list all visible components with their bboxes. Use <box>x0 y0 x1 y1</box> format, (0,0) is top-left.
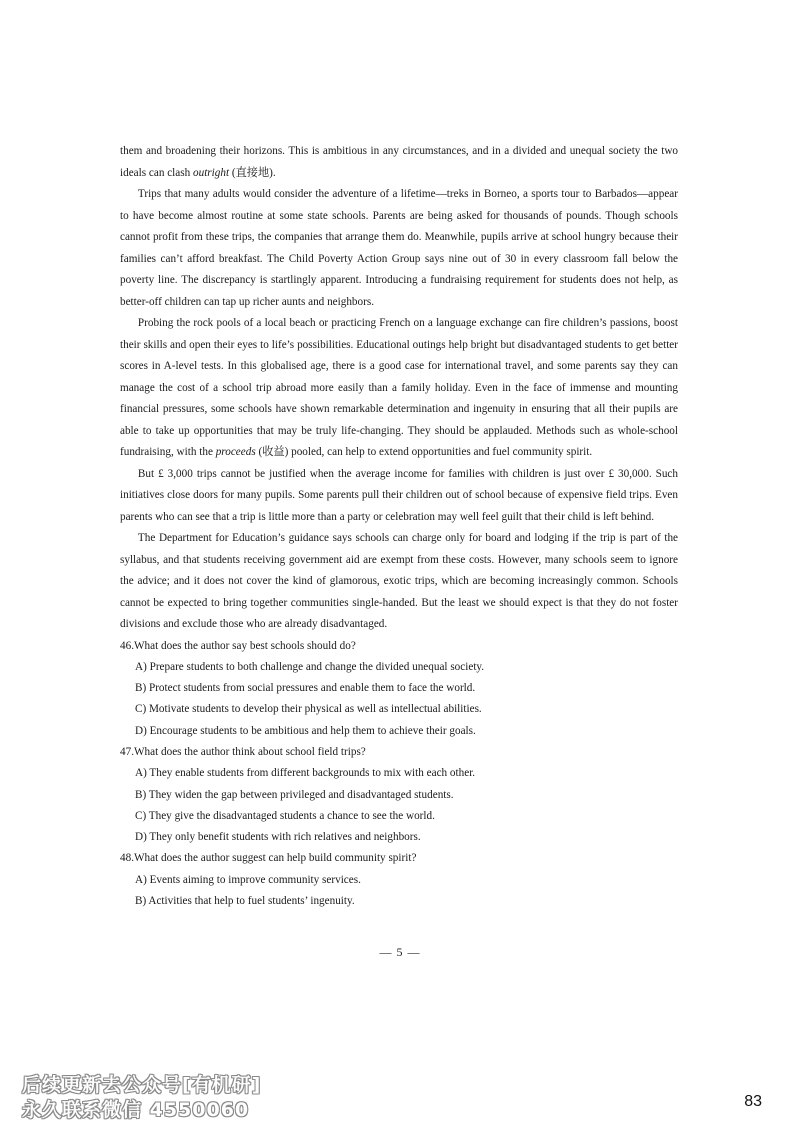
paragraph-text: them and broadening their horizons. This is ambitious in any circumstances, and in a divided and unequal society the two ideals can clash <box>120 145 678 179</box>
answer-option: D) Encourage students to be ambitious and help them to achieve their goals. <box>135 724 476 737</box>
glossed-word: proceeds <box>215 446 256 458</box>
question-46 <box>120 636 678 742</box>
paragraph-text: (收益) pooled, can help to extend opportunities and fuel community spirit. <box>255 446 593 458</box>
answer-option: D) They only benefit students with rich relatives and neighbors. <box>135 831 421 844</box>
watermark-line: 永久联系微信 4550060 <box>22 1099 250 1121</box>
answer-option: C) They give the disadvantaged students a chance to see the world. <box>135 809 435 822</box>
answer-option: C) Motivate students to develop their physical as well as intellectual abilities. <box>135 703 482 716</box>
paragraph-text: Probing the rock pools of a local beach or practicing French on a language exchange can fire children’s passions, boost their skills and open their eyes to life’s possibilities. Educational outings help bright but disadvantaged students to get better scores in A-level tests. In this globalised age, there is a good case for international travel, and some parents say they can manage the cost of a school trip abroad more easily than a family holiday. Even in the face of immense and mounting financial pressures, some schools have shown remarkable determination and ingenuity in ensuring that all their pupils are able to take up opportunities that may be truly life-changing. They should be applauded. Methods such as whole-school fundraising, with the <box>120 317 678 458</box>
glossed-word: outright <box>193 166 230 179</box>
reading-passage <box>120 141 678 912</box>
watermark <box>22 1073 261 1123</box>
passage-paragraph <box>120 313 678 464</box>
question-stem: 48.What does the author suggest can help build community spirit? <box>120 852 417 865</box>
scan-page-number: 83 <box>744 1093 762 1110</box>
answer-option: A) Prepare students to both challenge and change the divided unequal society. <box>135 660 485 673</box>
paragraph-text: (直接地). <box>229 166 276 179</box>
answer-option: A) Events aiming to improve community services. <box>135 873 361 886</box>
answer-option: B) Activities that help to fuel students’ ingenuity. <box>135 895 355 908</box>
passage-paragraph: The Department for Education’s guidance says schools can charge only for board and lodging if the trip is part of the syllabus, and that students receiving government aid are exempt from these costs. However, many schools seem to ignore the advice; and it does not cover the kind of glamorous, exotic trips, which are becoming increasingly common. Schools cannot be expected to bring together communities single-handed. But the least we should expect is that they do not foster divisions and exclude those who are already disadvantaged. <box>120 532 678 630</box>
passage-paragraph <box>120 141 678 184</box>
question-48 <box>120 848 678 912</box>
answer-option: B) Protect students from social pressures and enable them to face the world. <box>135 682 476 695</box>
question-stem: 46.What does the author say best schools should do? <box>120 639 356 652</box>
question-47 <box>120 742 678 848</box>
passage-paragraph: But £ 3,000 trips cannot be justified when the average income for families with children is just over £ 30,000. Such initiatives close doors for many pupils. Some parents pull their children out of school because of expensive field trips. Even parents who can see that a trip is little more than a party or celebration may well feel guilt that their child is left behind. <box>120 467 678 523</box>
page-number: — 5 — <box>379 945 421 959</box>
watermark-line: 后续更新去公众号[有机研] <box>22 1074 262 1096</box>
question-stem: 47.What does the author think about school field trips? <box>120 745 366 758</box>
answer-option: B) They widen the gap between privileged and disadvantaged students. <box>135 788 454 801</box>
answer-option: A) They enable students from different backgrounds to mix with each other. <box>135 767 476 780</box>
passage-paragraph: Trips that many adults would consider the adventure of a lifetime—treks in Borneo, a sports tour to Barbados—appear to have become almost routine at some state schools. Parents are being asked for thousands of pounds. Though schools cannot profit from these trips, the companies that arrange them do. Meanwhile, pupils arrive at school hungry because their families can’t afford breakfast. The Child Poverty Action Group says nine out of 30 in every classroom fall below the poverty line. The discrepancy is startlingly apparent. Introducing a fundraising requirement for students does not help, as better-off children can tap up richer aunts and neighbors. <box>120 188 678 308</box>
